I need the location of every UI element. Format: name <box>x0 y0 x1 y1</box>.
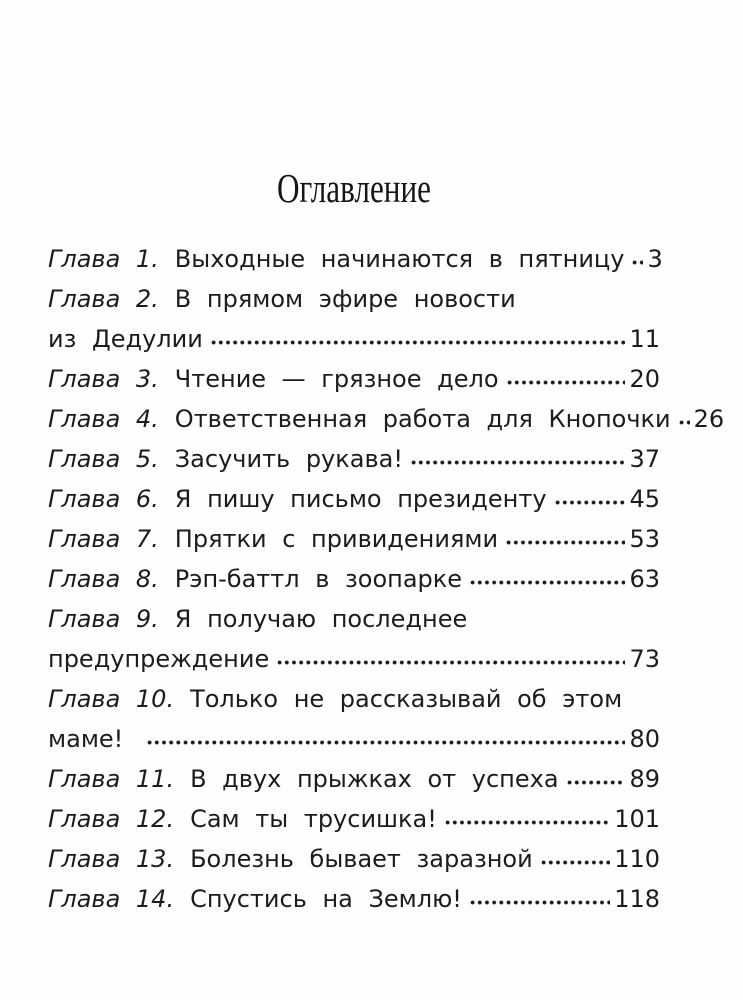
chapter-title: В двух прыжках от успеха <box>190 765 559 793</box>
dot-leader <box>210 338 626 347</box>
dot-leader <box>410 458 626 467</box>
dot-leader <box>678 418 690 427</box>
chapter-title-continuation: предупреждение <box>48 645 270 673</box>
toc-entry-line <box>48 439 660 479</box>
chapter-label: Глава 6. <box>48 485 159 513</box>
toc-entry-line <box>48 239 663 279</box>
page-number: 89 <box>629 765 660 793</box>
page-number: 80 <box>629 725 660 753</box>
chapter-label: Глава 1. <box>48 245 159 273</box>
toc-entry <box>48 239 663 279</box>
page-number: 101 <box>614 805 660 833</box>
toc-entry <box>48 439 660 479</box>
dot-leader <box>469 898 610 907</box>
chapter-title: Я пишу письмо президенту <box>174 485 547 513</box>
toc-entry-line <box>48 399 725 439</box>
chapter-title-continuation: маме! <box>48 725 124 753</box>
chapter-title: Только не рассказывай об этом <box>190 685 623 713</box>
toc-entry-line <box>48 599 660 639</box>
toc-entry-line <box>48 559 660 599</box>
page-number: 45 <box>629 485 660 513</box>
toc-entry-line <box>48 679 660 719</box>
page-number: 11 <box>629 325 660 353</box>
toc-entry-line <box>48 839 660 879</box>
dot-leader <box>566 778 626 787</box>
toc-entry <box>48 599 660 679</box>
toc-entry-continuation-line <box>48 639 660 679</box>
dot-leader <box>469 578 625 587</box>
toc-entry <box>48 559 660 599</box>
toc-entry <box>48 799 660 839</box>
chapter-label: Глава 9. <box>48 605 159 633</box>
chapter-title: Сам ты трусишка! <box>190 805 437 833</box>
toc-entry-continuation-line <box>48 319 660 359</box>
dot-leader <box>276 658 625 667</box>
toc-entry-line <box>48 479 660 519</box>
chapter-title: В прямом эфире новости <box>174 285 516 313</box>
chapter-title: Выходные начинаются в пятницу <box>174 245 625 273</box>
dot-leader <box>631 258 643 267</box>
chapter-label: Глава 10. <box>48 685 175 713</box>
dot-leader <box>444 818 610 827</box>
page-number: 73 <box>629 645 660 673</box>
chapter-title: Спустись на Землю! <box>190 885 462 913</box>
chapter-label: Глава 2. <box>48 285 159 313</box>
chapter-title: Прятки с привидениями <box>174 525 499 553</box>
page-number: 3 <box>647 245 663 273</box>
chapter-title: Я получаю последнее <box>174 605 468 633</box>
chapter-title-continuation: из Дедулии <box>48 325 203 353</box>
chapter-label: Глава 11. <box>48 765 175 793</box>
toc-entry-line <box>48 279 660 319</box>
page-number: 63 <box>629 565 660 593</box>
dot-leader <box>506 378 626 387</box>
page-number: 118 <box>614 885 660 913</box>
chapter-label: Глава 4. <box>48 405 159 433</box>
dot-leader <box>146 738 625 747</box>
toc-list <box>48 239 725 919</box>
dot-leader <box>540 858 611 867</box>
toc-entry <box>48 279 660 359</box>
page-number: 53 <box>629 525 660 553</box>
chapter-label: Глава 14. <box>48 885 175 913</box>
toc-entry <box>48 879 660 919</box>
toc-entry-line <box>48 759 660 799</box>
toc-entry <box>48 479 660 519</box>
dot-leader <box>554 498 626 507</box>
chapter-label: Глава 5. <box>48 445 159 473</box>
toc-entry <box>48 759 660 799</box>
page-number: 110 <box>614 845 660 873</box>
dot-leader <box>505 538 625 547</box>
toc-entry <box>48 519 660 559</box>
toc-entry-continuation-line <box>48 719 660 759</box>
chapter-title: Болезнь бывает заразной <box>190 845 533 873</box>
chapter-label: Глава 3. <box>48 365 159 393</box>
chapter-title: Засучить рукава! <box>174 445 403 473</box>
toc-entry <box>48 679 660 759</box>
page-number: 20 <box>629 365 660 393</box>
toc-entry-line <box>48 879 660 919</box>
toc-entry <box>48 399 725 439</box>
chapter-label: Глава 13. <box>48 845 175 873</box>
toc-entry-line <box>48 519 660 559</box>
page-title: Оглавление <box>277 165 431 211</box>
toc-entry <box>48 359 660 399</box>
toc-entry-line <box>48 359 660 399</box>
page-number: 26 <box>693 405 725 433</box>
chapter-label: Глава 12. <box>48 805 175 833</box>
chapter-title: Ответственная работа для Кнопочки <box>174 405 671 433</box>
chapter-title: Рэп-баттл в зоопарке <box>174 565 463 593</box>
chapter-title: Чтение — грязное дело <box>174 365 499 393</box>
chapter-label: Глава 7. <box>48 525 159 553</box>
toc-entry-line <box>48 799 660 839</box>
toc-entry <box>48 839 660 879</box>
chapter-label: Глава 8. <box>48 565 159 593</box>
page-number: 37 <box>629 445 660 473</box>
